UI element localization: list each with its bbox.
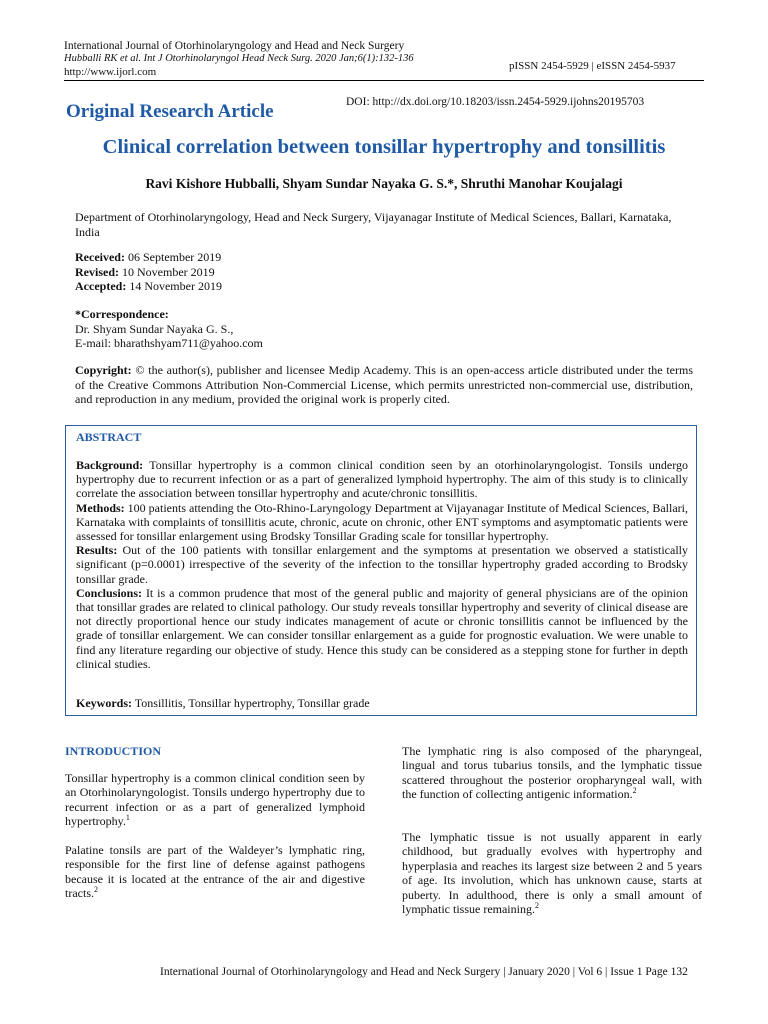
issn: pISSN 2454-5929 | eISSN 2454-5937 <box>509 60 676 72</box>
abstract-conclusions: Conclusions: It is a common prudence that most of the general public and majority of general physicians are of the opinion that tonsillar grades are related to clinical pathology. Our study reveals tonsillar hypertrophy and severity of clinical disease are not directly proportional hence our study indicates management of acute or chronic tonsillitis cannot be influenced by the grade of tonsillar enlargement. We can consider tonsillar enlargement as a guide for prognostic evaluation. We were unable to find any literature regarding our objective of study. Hence this study can be considered as a stepping stone for further in depth clinical studies. <box>76 585 688 671</box>
abstract-methods: Methods: 100 patients attending the Oto-Rhino-Laryngology Department at Vijayanagar Institute of Medical Sciences, Ballari, Karnataka with complaints of tonsillitis acute, chronic, acute on chronic, other ENT symptoms and asymptomatic patients were assessed for tonsillar enlargement using Brodsky Tonsillar Grading scale for tonsillar hypertrophy. <box>76 500 688 544</box>
copyright: Copyright: © the author(s), publisher and licensee Medip Academy. This is an open-access article distributed under the terms of the Creative Commons Attribution Non-Commercial License, which permits unrestricted non-commercial use, distribution, and reproduction in any medium, provided the original work is properly cited. <box>75 363 693 407</box>
article-type: Original Research Article <box>66 101 274 122</box>
page-footer: International Journal of Otorhinolaryngology and Head and Neck Surgery | January 2020 | Vol 6 | Issue 1 Page 132 <box>160 966 688 978</box>
intro-paragraph-1: Tonsillar hypertrophy is a common clinical condition seen by an Otorhinolaryngologist. Tonsils undergo hypertrophy due to recurrent infection or as a part of generalized lymphoid hypertrophy.$^1$ <box>65 771 365 829</box>
dates <box>75 250 693 294</box>
abstract-heading: ABSTRACT <box>76 430 142 444</box>
correspondence <box>75 307 693 351</box>
journal-url[interactable]: http://www.ijorl.com <box>64 66 157 78</box>
intro-paragraph-4: The lymphatic tissue is not usually apparent in early childhood, but gradually evolves with hypertrophy and hyperplasia and reaches its largest size between 2 and 5 years of age. Its involution, which has unknown cause, starts at puberty. In adulthood, there is only a small amount of lymphatic tissue remaining.$^2$ <box>402 830 702 917</box>
correspondence-label: *Correspondence: <box>75 307 169 321</box>
received-date: Received: 06 September 2019 <box>75 250 222 264</box>
affiliation: Department of Otorhinolaryngology, Head and Neck Surgery, Vijayanagar Institute of Medical Sciences, Ballari, Karnataka, India <box>75 210 672 239</box>
intro-paragraph-3: The lymphatic ring is also composed of the pharyngeal, lingual and torus tubarius tonsils, and the lymphatic tissue scattered throughout the posterior oropharyngeal wall, with the function of collecting antigenic information.$^2$ <box>402 744 702 802</box>
journal-name: International Journal of Otorhinolaryngology and Head and Neck Surgery <box>64 40 405 52</box>
abstract-body <box>76 458 688 671</box>
introduction-heading: INTRODUCTION <box>65 744 162 758</box>
citation: Hubballi RK et al. Int J Otorhinolaryngol Head Neck Surg. 2020 Jan;6(1):132-136 <box>64 53 414 64</box>
header-rule <box>64 80 704 81</box>
accepted-date: Accepted: 14 November 2019 <box>75 279 222 294</box>
revised-date: Revised: 10 November 2019 <box>75 264 215 279</box>
authors: Ravi Kishore Hubballi, Shyam Sundar Nayaka G. S.*, Shruthi Manohar Koujalagi <box>145 176 623 191</box>
abstract-background: Background: Tonsillar hypertrophy is a common clinical condition seen by an otorhinolaryngologist. Tonsils undergo hypertrophy due to recurrent infection or as a part of generalized lymphoid hypertrophy. The aim of this study is to clinically correlate the association between tonsillar hypertrophy and acute/chronic tonsillitis. <box>76 458 688 501</box>
correspondence-email: E-mail: bharathshyam711@yahoo.com <box>75 336 263 351</box>
doi[interactable]: DOI: http://dx.doi.org/10.18203/issn.2454-5929.ijohns20195703 <box>346 96 645 108</box>
abstract-results: Results: Out of the 100 patients with tonsillar enlargement and the symptoms at presentation we observed a statistically significant (p=0.0001) irrespective of the severity of the infection to the tonsillar hypertrophy graded according to Brodsky tonsillar grade. <box>76 543 688 586</box>
keywords: Keywords: Tonsillitis, Tonsillar hypertrophy, Tonsillar grade <box>76 696 370 710</box>
correspondence-name: Dr. Shyam Sundar Nayaka G. S., <box>75 321 234 336</box>
article-title: Clinical correlation between tonsillar hypertrophy and tonsillitis <box>102 136 666 158</box>
intro-paragraph-2: Palatine tonsils are part of the Waldeyer’s lymphatic ring, responsible for the first line of defense against pathogens because it is located at the entrance of the air and digestive tracts.$^2$ <box>65 843 365 901</box>
